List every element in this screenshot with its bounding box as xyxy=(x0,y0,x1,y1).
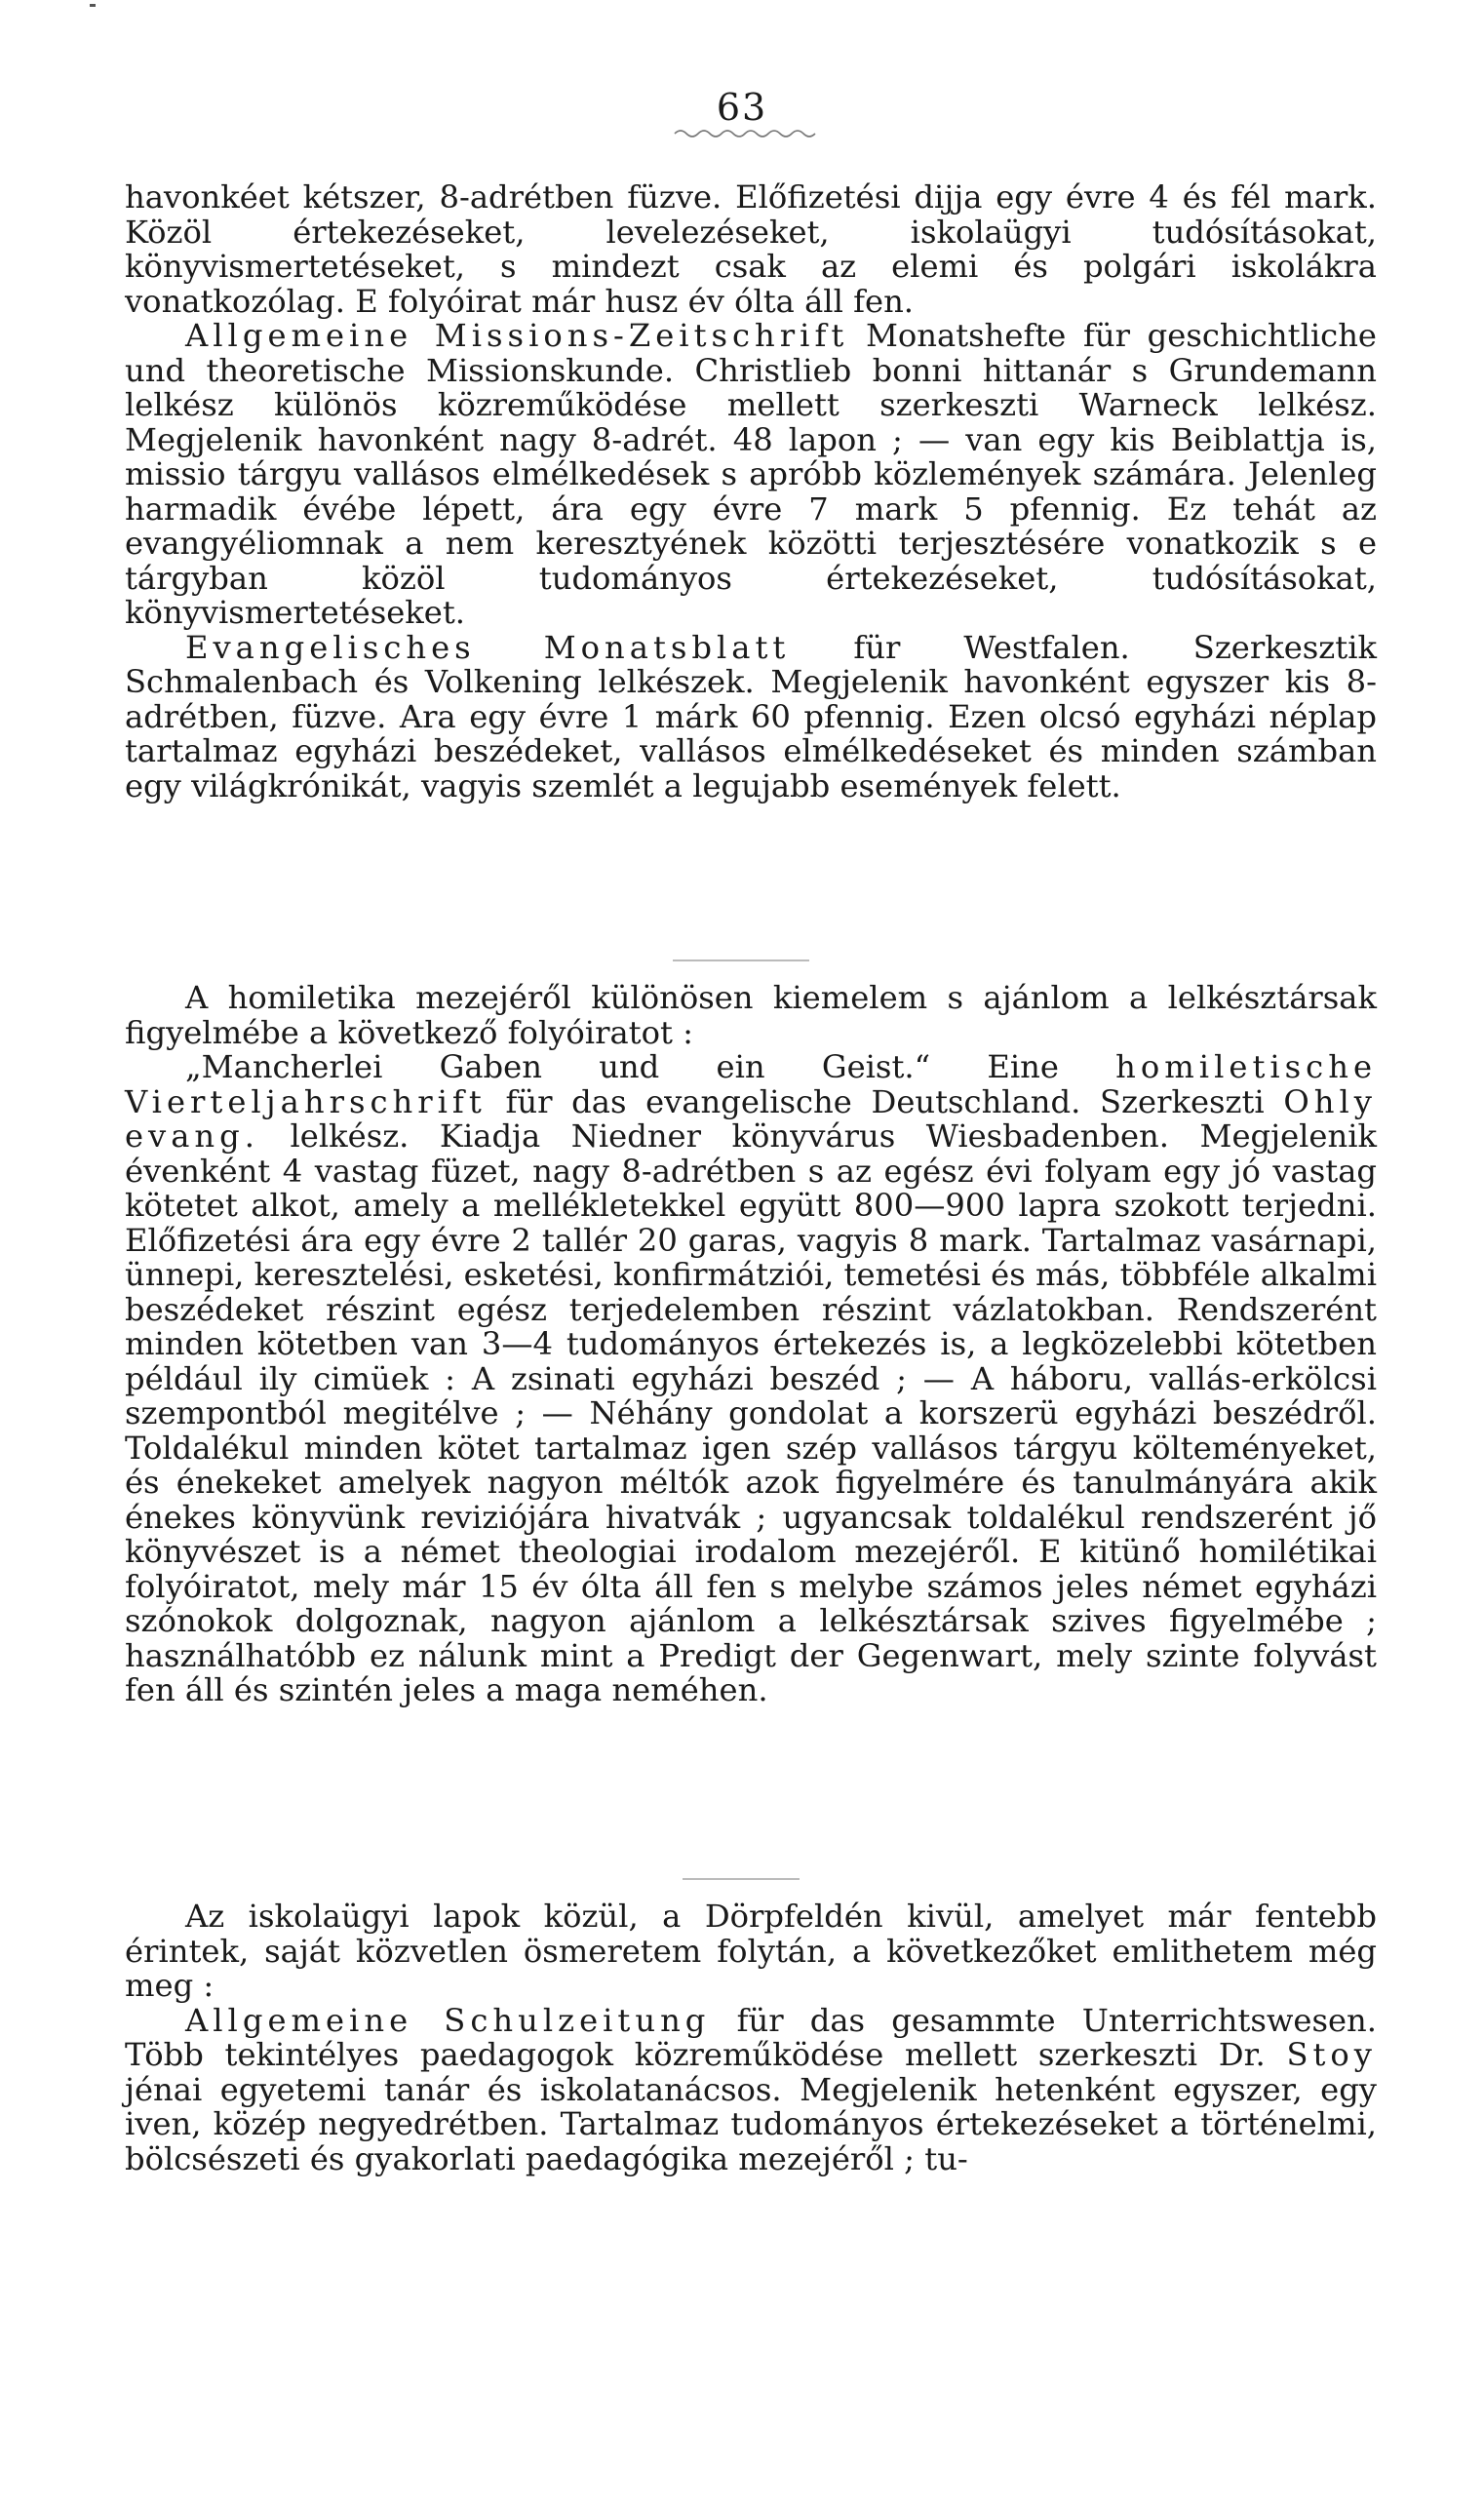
paragraph-text: A homiletika mezejéről különösen kiemelem s ajánlom a lelkésztársak figyelmébe a következő folyóiratot : xyxy=(125,979,1377,1051)
editor-name: Stoy xyxy=(1286,2036,1377,2073)
section-periodicals xyxy=(125,180,1377,803)
paragraph-continuation xyxy=(125,180,1377,319)
paragraph-text: Az iskolaügyi lapok közül, a Dörpfeldén kivül, amelyet már fentebb érintek, saját közvetlen ösmeretem folytán, a következőket emlithetem még meg : xyxy=(125,1898,1377,2004)
editor-name: Ohly xyxy=(1283,1082,1377,1120)
paragraph-text: lelkész. Kiadja Niedner könyvárus Wiesbadenben. Megjelenik évenként 4 vastag füzet, nagy 8-adrétben s az egész évi folyam egy jó vastag kötetet alkot, amely a mellékletekkel együtt 800—900 lapra szokott terjedni. Előfizetési ára egy évre 2 tallér 20 garas, vagyis 8 mark. Tartalmaz vasárnapi, ünnepi, keresztelési, esketési, konfirmátziói, temetési és más, többféle alkalmi beszédeket részint egész terjedelemben részint vázlatokban. Rendszerént minden kötetben van 3—4 tudományos értekezés is, a legközelebbi kötetben például ily cimüek : A zsinati egyházi beszéd ; — A háboru, vallás-erkölcsi szempontból megitélve ; — Néhány gondolat a korszerü egyházi beszédről. Toldalékul minden kötet tartalmaz igen szép vallásos tárgyu költeményeket, és énekeket amelyek nagyon méltók azok figyelmére és tanulmányára akik énekes könyvünk reviziójára hivatvák ; ugyancsak toldalékul rendszerént jő könyvészet is a német theologiai irodalom mezejéről. E kitünő homilétikai folyóiratot, mely már 15 év ólta áll fen s melybe számos jeles német egyházi szónokok dolgoznak, nagyon ajánlom a lelkésztársak szives figyelmébe ; használhatóbb ez nálunk mint a Predigt der Gegenwart, mely szinte folyvást fen áll és szintén jeles a maga neméhen. xyxy=(125,1117,1377,1708)
periodical-title: homiletische Vierteljahrschrift xyxy=(125,1048,1377,1120)
paragraph-text: havonkéet kétszer, 8-adrétben füzve. Előfizetési dijja egy évre 4 és fél mark. Közöl értekezéseket, levelezéseket, iskolaügyi tudósításokat, könyvismertetéseket, s mindezt csak az elemi és polgári iskolákra vonatkozólag. E folyóirat már husz év ólta áll fen. xyxy=(125,178,1377,320)
abbreviation: evang. xyxy=(125,1117,259,1155)
page-number: 63 xyxy=(716,86,768,129)
periodical-title: Evangelisches Monatsblatt xyxy=(185,628,791,666)
section-divider xyxy=(673,960,809,961)
paragraph-text: für das gesammte Unterrichtswesen. Több tekintélyes paedagogok közreműködése mellett szerkeszti Dr. xyxy=(125,2001,1377,2073)
section-divider xyxy=(683,1878,800,1880)
paragraph-text: jénai egyetemi tanár és iskolatanácsos. Megjelenik hetenként egyszer, egy iven, közép negyedrétben. Tartalmaz tudományos értekezéseket a történelmi, bölcsészeti és gyakorlati paedagógika mezejéről ; tu- xyxy=(125,2070,1377,2177)
paragraph-text: Monatshefte für geschichtliche und theoretische Missionskunde. Christlieb bonni hittanár s Grundemann lelkész különös közreműködése mellett szerkeszti Warneck lelkész. Megjelenik havonként nagy 8-adrét. 48 lapon ; — van egy kis Beiblattja is, missio tárgyu vallásos elmélkedések s apróbb közlemények számára. Jelenleg harmadik évébe lépett, ára egy évre 7 mark 5 pfennig. Ez tehát az evangyéliomnak a nem keresztyének közötti terjesztésére vonatkozik s e tárgyban közöl tudományos értekezéseket, tudósításokat, könyvismertetéseket. xyxy=(125,317,1377,631)
periodical-title: Allgemeine Schulzeitung xyxy=(185,2001,711,2039)
paragraph-text: für Westfalen. Szerkesztik Schmalenbach és Volkening lelkészek. Megjelenik havonként egyszer kis 8-adrétben, füzve. Ara egy évre 1 márk 60 pfennig. Ezen olcsó egyházi néplap tartalmaz egyházi beszédeket, vallásos elmélkedéseket és minden számban egy világkrónikát, vagyis szemlét a legujabb események felett. xyxy=(125,628,1378,804)
paragraph-text: für das evangelische Deutschland. Szerkeszti xyxy=(486,1082,1284,1120)
ornament-divider xyxy=(673,127,819,140)
corner-mark xyxy=(90,4,96,7)
paragraph-missions-zeitschrift xyxy=(125,319,1377,631)
paragraph-allgemeine-schulzeitung xyxy=(125,2001,1377,2177)
periodical-title: Allgemeine Missions-Zeitschrift xyxy=(185,317,849,354)
paragraph-intro xyxy=(125,1900,1377,2004)
section-homiletics xyxy=(125,981,1377,1708)
paragraph-text: „Mancherlei Gaben und ein Geist.“ Eine xyxy=(185,1048,1116,1085)
section-school-periodicals xyxy=(125,1900,1377,2176)
paragraph-intro xyxy=(125,981,1377,1050)
paragraph-mancherlei-gaben xyxy=(125,1050,1377,1708)
paragraph-evangelisches-monatsblatt xyxy=(125,628,1378,804)
